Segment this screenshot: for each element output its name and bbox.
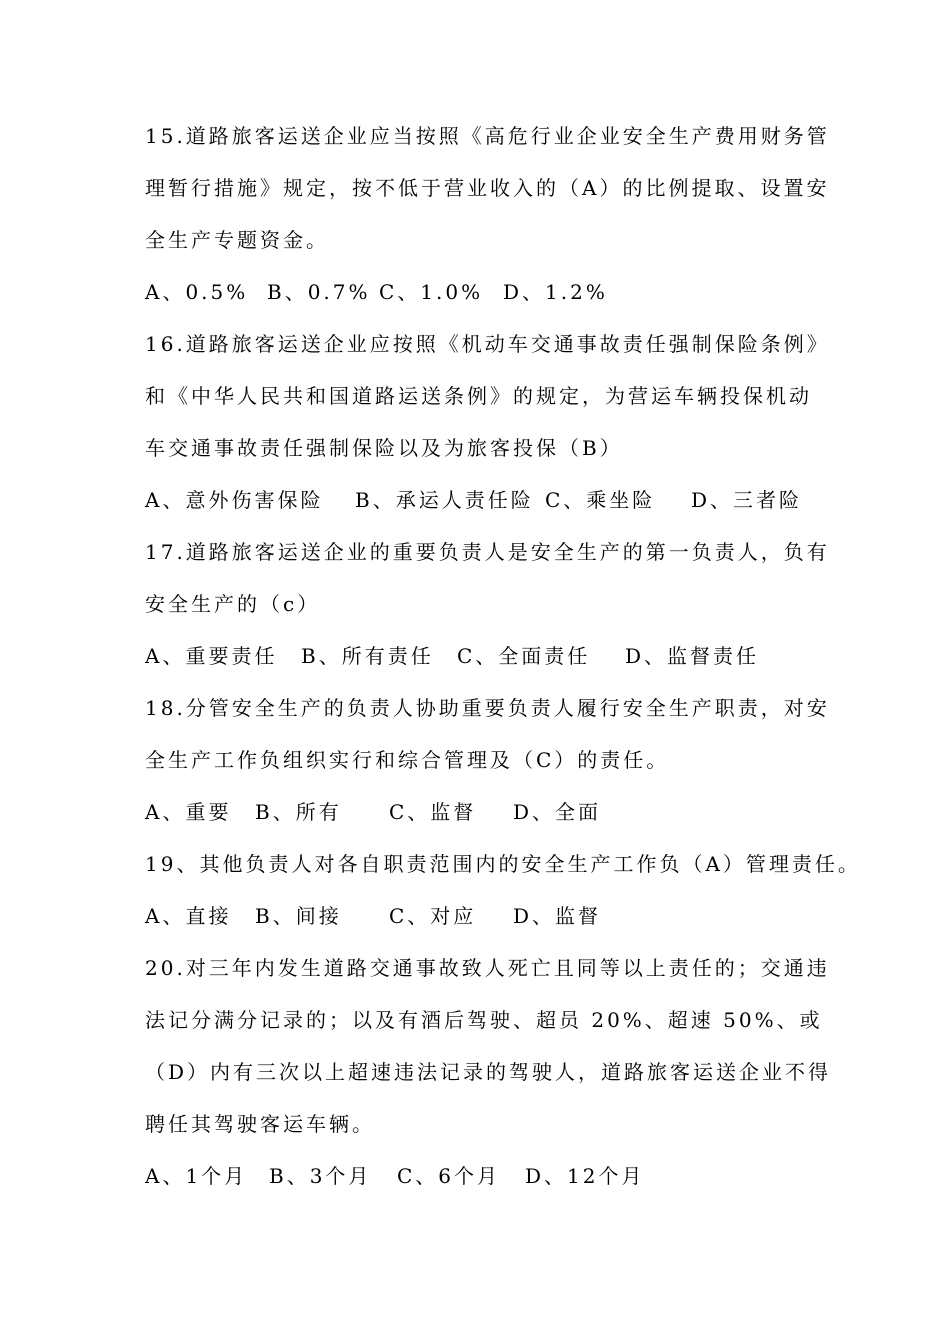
option-c: C、全面责任 bbox=[457, 644, 591, 668]
answer-options bbox=[145, 1150, 825, 1202]
question-text-line: 法记分满分记录的；以及有酒后驾驶、超员 20%、超速 50%、或 bbox=[145, 1008, 823, 1032]
option-b: B、0.7% bbox=[267, 280, 371, 304]
option-a: A、1个月 bbox=[145, 1164, 248, 1188]
question-16 bbox=[145, 318, 830, 526]
option-c: C、1.0% bbox=[379, 280, 484, 304]
option-d: D、三者险 bbox=[691, 488, 803, 512]
option-d: D、全面 bbox=[513, 800, 602, 824]
answer-options bbox=[145, 630, 825, 682]
option-c: C、对应 bbox=[389, 904, 477, 928]
option-a: A、意外伤害保险 bbox=[145, 488, 324, 512]
answer-options bbox=[145, 266, 825, 318]
question-15 bbox=[145, 110, 830, 318]
option-b: B、所有责任 bbox=[301, 644, 434, 668]
option-a: A、重要 bbox=[145, 800, 232, 824]
option-a: A、0.5% bbox=[145, 280, 249, 304]
question-text-line: 19、其他负责人对各自职责范围内的安全生产工作负（A）管理责任。 bbox=[145, 852, 861, 876]
question-19 bbox=[145, 838, 861, 942]
option-b: B、3个月 bbox=[269, 1164, 372, 1188]
question-text-line: 16.道路旅客运送企业应按照《机动车交通事故责任强制保险条例》 bbox=[145, 332, 830, 356]
answer-options bbox=[145, 786, 825, 838]
question-text-line: 聘任其驾驶客运车辆。 bbox=[145, 1112, 375, 1136]
question-text-line: 全生产工作负组织实行和综合管理及（C）的责任。 bbox=[145, 748, 670, 772]
option-a: A、重要责任 bbox=[145, 644, 278, 668]
question-text-line: （D）内有三次以上超速违法记录的驾驶人，道路旅客运送企业不得 bbox=[145, 1060, 832, 1084]
question-text-line: 全生产专题资金。 bbox=[145, 228, 329, 252]
option-c: C、6个月 bbox=[397, 1164, 501, 1188]
question-text-line: 15.道路旅客运送企业应当按照《高危行业企业安全生产费用财务管 bbox=[145, 124, 830, 148]
question-text-line: 18.分管安全生产的负责人协助重要负责人履行安全生产职责，对安 bbox=[145, 696, 830, 720]
question-17 bbox=[145, 526, 830, 682]
option-d: D、1.2% bbox=[503, 280, 608, 304]
document-page bbox=[145, 110, 861, 1202]
question-18 bbox=[145, 682, 830, 838]
question-text-line: 和《中华人民共和国道路运送条例》的规定，为营运车辆投保机动 bbox=[145, 384, 812, 408]
option-b: B、所有 bbox=[255, 800, 342, 824]
answer-options bbox=[145, 890, 825, 942]
option-b: B、承运人责任险 bbox=[355, 488, 534, 512]
option-b: B、间接 bbox=[255, 904, 342, 928]
option-d: D、监督责任 bbox=[625, 644, 760, 668]
option-c: C、乘坐险 bbox=[545, 488, 656, 512]
option-d: D、监督 bbox=[513, 904, 602, 928]
question-text-line: 20.对三年内发生道路交通事故致人死亡且同等以上责任的；交通违 bbox=[145, 956, 830, 980]
question-text-line: 理暂行措施》规定，按不低于营业收入的（A）的比例提取、设置安 bbox=[145, 176, 830, 200]
question-text-line: 安全生产的（c） bbox=[145, 592, 321, 616]
answer-options bbox=[145, 474, 825, 526]
question-20 bbox=[145, 942, 832, 1202]
question-text-line: 17.道路旅客运送企业的重要负责人是安全生产的第一负责人，负有 bbox=[145, 540, 830, 564]
question-text-line: 车交通事故责任强制保险以及为旅客投保（B） bbox=[145, 436, 623, 460]
option-c: C、监督 bbox=[389, 800, 477, 824]
option-a: A、直接 bbox=[145, 904, 232, 928]
option-d: D、12个月 bbox=[525, 1164, 645, 1188]
